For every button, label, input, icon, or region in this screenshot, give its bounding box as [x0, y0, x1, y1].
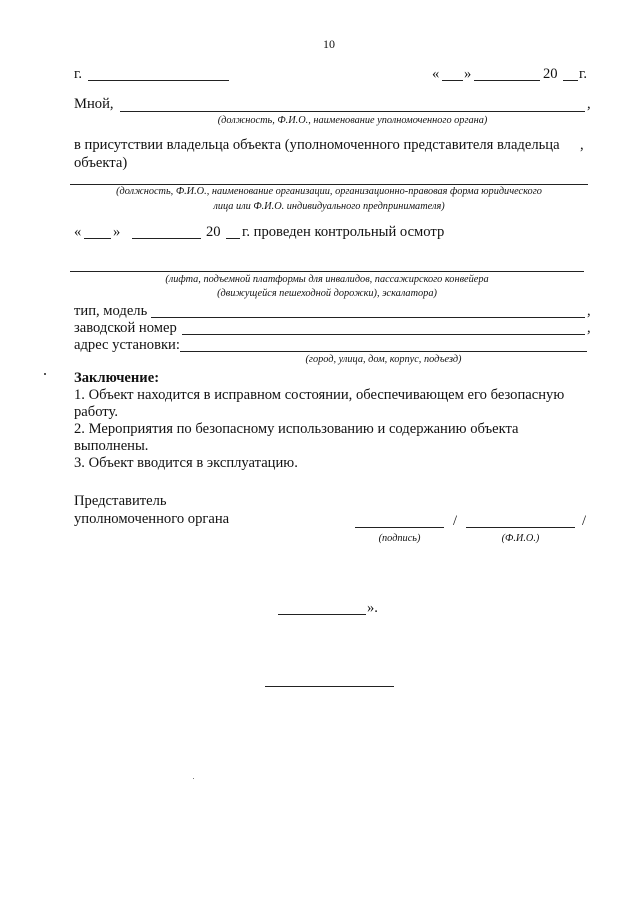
presence-caption-line-1: (должность, Ф.И.О., наименование организации, организационно-правовая форма юридического	[116, 186, 542, 197]
type-model-blank[interactable]	[151, 317, 585, 318]
signature-slash-1: /	[453, 513, 458, 529]
object-caption-line-1: (лифта, подъемной платформы для инвалидов, пассажирского конвейера	[165, 274, 489, 285]
month-blank-line[interactable]	[474, 80, 540, 81]
inspection-month-blank[interactable]	[132, 238, 201, 239]
page-number: 10	[323, 37, 335, 51]
mnoi-blank-line[interactable]	[120, 111, 585, 112]
conclusion-heading: Заключение:	[74, 370, 160, 386]
inspection-close-quote: »	[113, 224, 121, 240]
date-year-prefix: 20	[543, 66, 558, 82]
presence-trailing-comma: ,	[580, 137, 584, 153]
presence-line-1: в присутствии владельца объекта (уполномоченного представителя владельца	[74, 137, 560, 153]
date-year-suffix: г.	[579, 66, 587, 82]
inspection-year-blank[interactable]	[226, 238, 240, 239]
object-caption-line-2: (движущейся пешеходной дорожки), эскалатора)	[217, 288, 437, 299]
date-close-quote: »	[464, 66, 472, 82]
serial-number-blank[interactable]	[182, 334, 585, 335]
conclusion-item-1-line-2: работу.	[74, 404, 118, 420]
date-open-quote: «	[432, 66, 440, 82]
inspection-year-prefix: 20	[206, 224, 221, 240]
presence-blank-line[interactable]	[70, 184, 588, 185]
address-label: адрес установки:	[74, 337, 180, 353]
address-blank[interactable]	[180, 351, 587, 352]
serial-trailing-comma: ,	[587, 320, 591, 336]
conclusion-item-2-line-2: выполнены.	[74, 438, 149, 454]
year-blank-line[interactable]	[563, 80, 578, 81]
mnoi-caption: (должность, Ф.И.О., наименование уполномоченного органа)	[217, 115, 488, 126]
type-model-trailing-comma: ,	[587, 303, 591, 319]
address-caption: (город, улица, дом, корпус, подъезд)	[305, 354, 462, 365]
city-blank-line[interactable]	[88, 80, 229, 81]
signature-slash-2: /	[582, 513, 587, 529]
closing-quote: ».	[367, 600, 378, 616]
inspection-text: г. проведен контрольный осмотр	[242, 224, 445, 240]
inspection-open-quote: «	[74, 224, 82, 240]
name-caption: (Ф.И.О.)	[501, 533, 540, 544]
bottom-divider	[265, 686, 394, 687]
presence-line-2: объекта)	[74, 155, 128, 171]
conclusion-item-3: 3. Объект вводится в эксплуатацию.	[74, 455, 298, 471]
representative-label-line-1: Представитель	[74, 493, 167, 509]
conclusion-item-1-line-1: 1. Объект находится в исправном состоянии, обеспечивающем его безопасную	[74, 387, 565, 403]
signature-caption: (подпись)	[378, 533, 421, 544]
day-blank-line[interactable]	[442, 80, 463, 81]
scan-speck	[193, 778, 194, 779]
scan-speck	[44, 373, 46, 375]
type-model-label: тип, модель	[74, 303, 148, 319]
mnoi-trailing-comma: ,	[587, 96, 591, 112]
city-prefix: г.	[74, 66, 82, 82]
conclusion-item-2-line-1: 2. Мероприятия по безопасному использованию и содержанию объекта	[74, 421, 519, 437]
representative-label-line-2: уполномоченного органа	[74, 511, 230, 527]
signature-blank-line[interactable]	[355, 527, 444, 528]
presence-caption-line-2: лица или Ф.И.О. индивидуального предпринимателя)	[213, 201, 445, 212]
inspection-day-blank[interactable]	[84, 238, 111, 239]
serial-number-label: заводской номер	[74, 320, 177, 336]
mnoi-label: Мной,	[74, 96, 114, 112]
closing-blank-line[interactable]	[278, 614, 366, 615]
object-blank-line[interactable]	[70, 271, 584, 272]
name-blank-line[interactable]	[466, 527, 575, 528]
